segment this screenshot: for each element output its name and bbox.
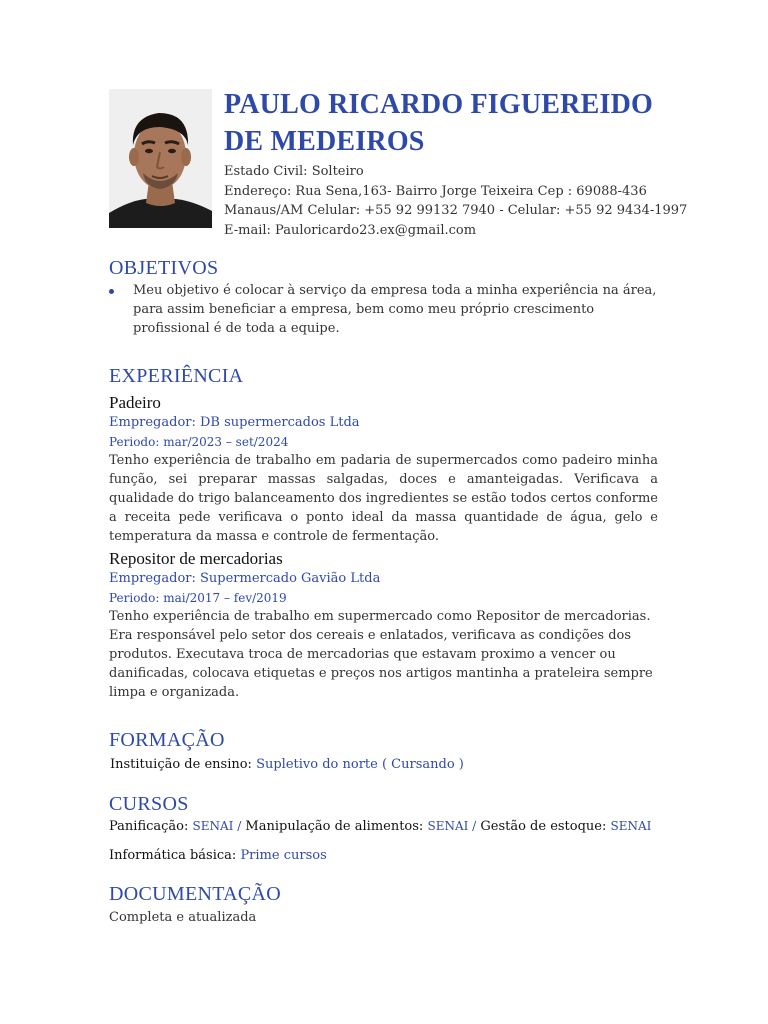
curso-value: SENAI / xyxy=(192,819,242,833)
curso-value: SENAI / xyxy=(427,819,477,833)
list-item xyxy=(109,281,658,338)
curso-label: Panificação: xyxy=(109,819,189,834)
job-description: Tenho experiência de trabalho em padaria de supermercados como padeiro minha função, sei preparar massas salgadas, doces e amanteigadas. Verificava a qualidade do trigo balanceamento dos ingredientes se estão todos certos conforme a receita pede verificava o ponto ideal da massa quantidade de água, gelo e temperatura da massa e controle de fermentação. xyxy=(109,453,658,544)
job-description: Tenho experiência de trabalho em supermercado como Repositor de mercadorias. Era responsável pelo setor dos cereais e enlatados, verificava as condições dos produtos. Executava troca de mercadorias que estavam proximo a vencer ou danificadas, colocava etiquetas e preços nos artigos mantinha a prateleira sempre limpa e organizada. xyxy=(109,609,653,700)
address: Endereço: Rua Sena,163- Bairro Jorge Teixeira Cep : 69088-436 xyxy=(224,183,647,199)
objetivos-block xyxy=(109,281,658,338)
formacao-label: Instituição de ensino: xyxy=(110,757,252,772)
curso-value: SENAI xyxy=(610,819,652,833)
curso-value: Prime cursos xyxy=(240,848,327,863)
profile-photo xyxy=(109,89,212,228)
job-entry xyxy=(109,548,658,702)
email: E-mail: Pauloricardo23.ex@gmail.com xyxy=(224,222,477,238)
job-period: Periodo: mar/2023 – set/2024 xyxy=(109,435,289,449)
city-phones: Manaus/AM Celular: +55 92 99132 7940 - Celular: +55 92 9434-1997 xyxy=(224,203,688,218)
job-title: Padeiro xyxy=(109,393,161,412)
objetivo-text: Meu objetivo é colocar à serviço da empresa toda a minha experiência na área, para assim beneficiar a empresa, bem como meu próprio crescimento profissional é de toda a equipe. xyxy=(133,283,657,336)
section-title-objetivos: OBJETIVOS xyxy=(109,257,219,279)
cursos-line xyxy=(109,817,658,836)
job-period: Periodo: mai/2017 – fev/2019 xyxy=(109,591,287,605)
section-title-documentacao: DOCUMENTAÇÃO xyxy=(109,883,281,905)
marital-status: Estado Civil: Solteiro xyxy=(224,164,364,179)
section-title-formacao: FORMAÇÃO xyxy=(109,729,225,751)
bullet-icon xyxy=(109,289,114,294)
curso-label: Manipulação de alimentos: xyxy=(245,819,424,834)
job-employer: Empregador: Supermercado Gavião Ltda xyxy=(109,571,381,586)
job-entry xyxy=(109,392,658,546)
candidate-name: PAULO RICARDO FIGUEREIDO DE MEDEIROS xyxy=(224,89,653,157)
curso-label: Gestão de estoque: xyxy=(480,819,607,834)
documentacao-text: Completa e atualizada xyxy=(109,910,257,925)
contact-info xyxy=(224,162,688,240)
section-title-cursos: CURSOS xyxy=(109,793,189,815)
job-title: Repositor de mercadorias xyxy=(109,549,283,568)
curso-label: Informática básica: xyxy=(109,848,237,863)
objetivos-list xyxy=(109,281,658,338)
section-title-experiencia: EXPERIÊNCIA xyxy=(109,365,244,387)
job-employer: Empregador: DB supermercados Ltda xyxy=(109,415,360,430)
formacao-value: Supletivo do norte ( Cursando ) xyxy=(256,757,464,772)
cursos-extra-line xyxy=(109,846,658,865)
formacao-line xyxy=(110,755,659,774)
person-photo-icon xyxy=(109,89,212,228)
